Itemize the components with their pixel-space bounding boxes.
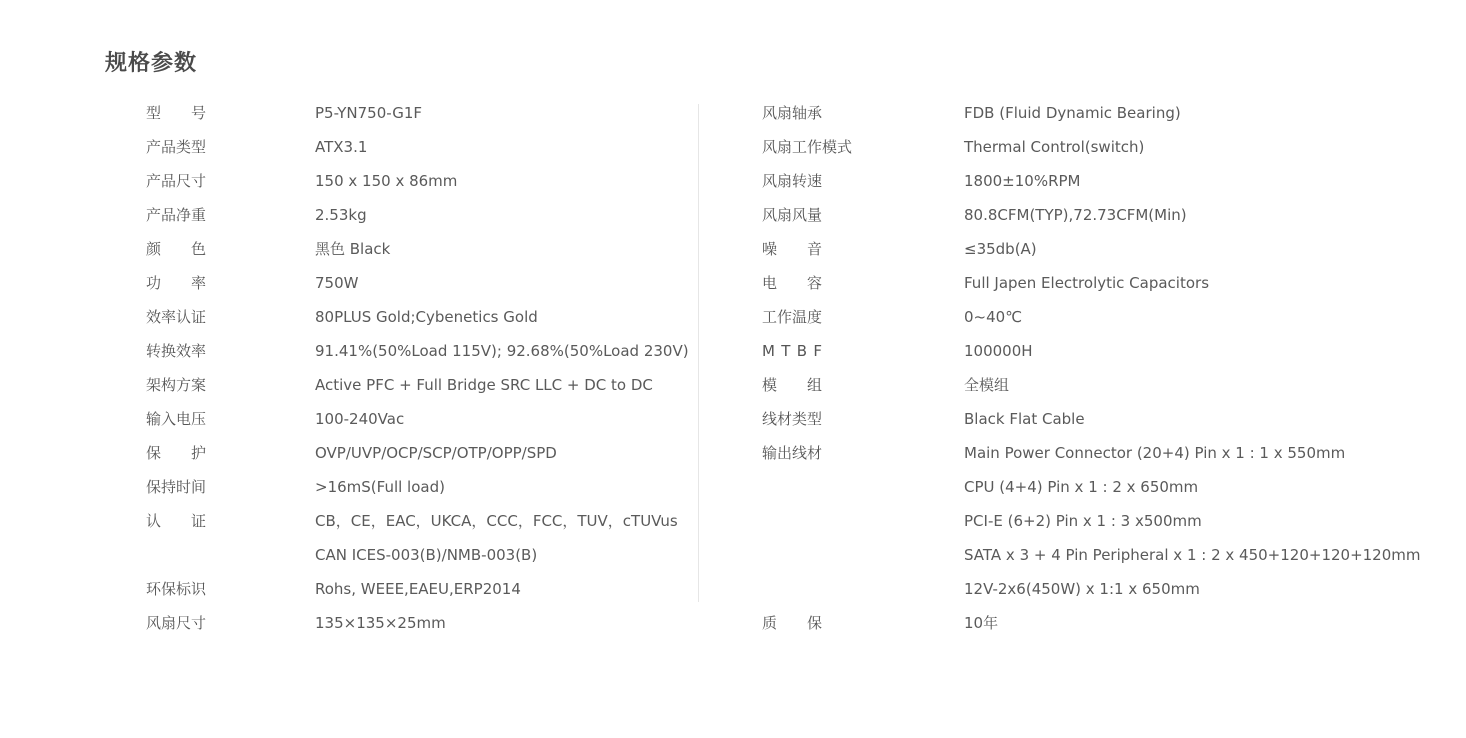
spec-label-text: 输出线材 [762, 444, 823, 462]
spec-value: 0~40℃ [964, 308, 1023, 326]
spec-label-char: 色 [190, 240, 206, 258]
spec-value: 80PLUS Gold;Cybenetics Gold [315, 308, 538, 326]
spec-label-char: 功 [146, 274, 162, 292]
spec-value: 12V-2x6(450W) x 1:1 x 650mm [964, 580, 1200, 598]
spec-value: CB，CE，EAC，UKCA，CCC，FCC，TUV，cTUVus [315, 512, 678, 530]
spec-label-char: 模 [762, 376, 778, 394]
spec-label-char: 保 [806, 614, 822, 632]
spec-value: Active PFC + Full Bridge SRC LLC + DC to DC [315, 376, 653, 394]
spec-value: 80.8CFM(TYP),72.73CFM(Min) [964, 206, 1187, 224]
spec-value: 1800±10%RPM [964, 172, 1081, 190]
spec-value: CAN ICES-003(B)/NMB-003(B) [315, 546, 538, 564]
spec-value: OVP/UVP/OCP/SCP/OTP/OPP/SPD [315, 444, 557, 462]
spec-label-text: 输入电压 [146, 410, 207, 428]
spec-label [762, 402, 822, 436]
spec-value: Black Flat Cable [964, 410, 1085, 428]
spec-value: FDB (Fluid Dynamic Bearing) [964, 104, 1181, 122]
spec-label-text: 转换效率 [146, 342, 207, 360]
spec-label-text: 工作温度 [762, 308, 823, 326]
spec-label-char: 音 [806, 240, 822, 258]
spec-value: 135×135×25mm [315, 614, 446, 632]
spec-label-text: 架构方案 [146, 376, 207, 394]
spec-label-text: 风扇尺寸 [146, 614, 207, 632]
spec-label [762, 300, 822, 334]
spec-label-char: 组 [806, 376, 822, 394]
spec-row [0, 198, 1466, 232]
spec-value: 黑色 Black [315, 240, 391, 258]
spec-value: ATX3.1 [315, 138, 368, 156]
spec-value: 全模组 [964, 376, 1010, 394]
spec-value: 2.53kg [315, 206, 367, 224]
spec-label [762, 606, 822, 640]
spec-label [762, 266, 822, 300]
spec-row [0, 300, 1466, 334]
spec-label-text: 风扇风量 [762, 206, 823, 224]
spec-row [0, 266, 1466, 300]
spec-label-text: 风扇工作模式 [762, 138, 853, 156]
spec-label-text: 环保标识 [146, 580, 207, 598]
spec-value: 91.41%(50%Load 115V); 92.68%(50%Load 230V) [315, 342, 689, 360]
spec-value: 100000H [964, 342, 1033, 360]
spec-label-text: 保持时间 [146, 478, 207, 496]
spec-label-text: 风扇转速 [762, 172, 823, 190]
spec-row [0, 606, 1466, 640]
spec-label-char: 型 [146, 104, 162, 122]
spec-label [762, 436, 822, 470]
page-title: 规格参数 [105, 51, 198, 76]
spec-value: P5-YN750-G1F [315, 104, 422, 122]
spec-value: SATA x 3 + 4 Pin Peripheral x 1 : 2 x 450+120+120+120mm [964, 546, 1421, 564]
spec-label [762, 164, 822, 198]
spec-label-char: F [813, 342, 822, 360]
spec-label-char: 证 [190, 512, 206, 530]
spec-value: Main Power Connector (20+4) Pin x 1 : 1 x 550mm [964, 444, 1346, 462]
spec-label-char: 率 [190, 274, 206, 292]
spec-value: CPU (4+4) Pin x 1 : 2 x 650mm [964, 478, 1199, 496]
spec-label-char: B [796, 342, 808, 360]
spec-value: 750W [315, 274, 359, 292]
spec-row [0, 436, 1466, 470]
spec-label-text: 效率认证 [146, 308, 207, 326]
spec-label-text: 产品尺寸 [146, 172, 207, 190]
spec-row [0, 96, 1466, 130]
spec-value: 100-240Vac [315, 410, 405, 428]
spec-label-text: 产品净重 [146, 206, 207, 224]
spec-value: >16mS(Full load) [315, 478, 445, 496]
spec-label [762, 334, 822, 368]
spec-row [0, 504, 1466, 538]
spec-value: ≤35db(A) [964, 240, 1037, 258]
spec-label-char: 保 [146, 444, 162, 462]
spec-value: PCI-E (6+2) Pin x 1 : 3 x500mm [964, 512, 1202, 530]
spec-row [0, 334, 1466, 368]
spec-label-char: 护 [190, 444, 206, 462]
spec-label-char: 颜 [146, 240, 162, 258]
spec-label-char: 电 [762, 274, 778, 292]
spec-label-char: 容 [806, 274, 822, 292]
spec-label-char: T [781, 342, 791, 360]
spec-value: 10年 [964, 614, 999, 632]
spec-label-text: 产品类型 [146, 138, 207, 156]
spec-label [762, 198, 822, 232]
spec-label [762, 130, 852, 164]
spec-label-text: 线材类型 [762, 410, 823, 428]
spec-label-char: 噪 [762, 240, 778, 258]
spec-row [0, 164, 1466, 198]
spec-row [0, 130, 1466, 164]
spec-label-char: M [762, 342, 775, 360]
spec-label-text: 风扇轴承 [762, 104, 823, 122]
spec-value: 150 x 150 x 86mm [315, 172, 458, 190]
spec-row [0, 572, 1466, 606]
spec-row [0, 232, 1466, 266]
spec-value: Thermal Control(switch) [964, 138, 1145, 156]
spec-row [0, 402, 1466, 436]
spec-value: Rohs, WEEE,EAEU,ERP2014 [315, 580, 521, 598]
spec-label-char: 认 [146, 512, 162, 530]
spec-row [0, 368, 1466, 402]
spec-label [762, 232, 822, 266]
spec-value: Full Japen Electrolytic Capacitors [964, 274, 1210, 292]
spec-label [762, 96, 822, 130]
spec-row [0, 538, 1466, 572]
spec-label [762, 368, 822, 402]
spec-label-char: 号 [190, 104, 206, 122]
spec-row [0, 470, 1466, 504]
spec-label-char: 质 [762, 614, 778, 632]
